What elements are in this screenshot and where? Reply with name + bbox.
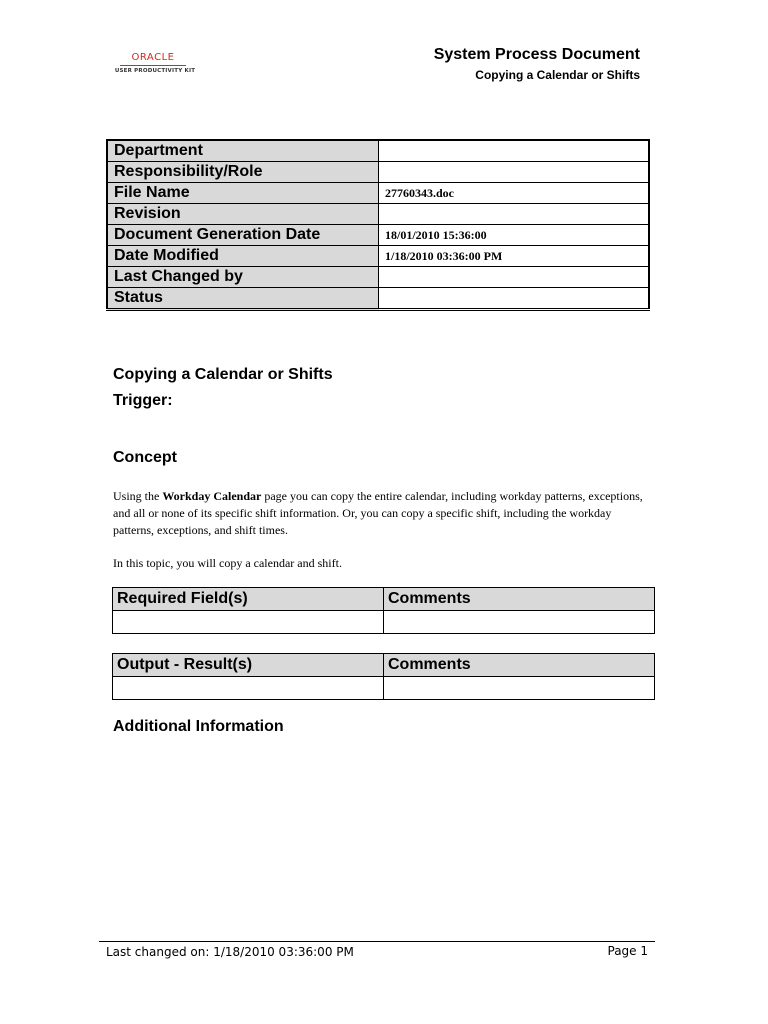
document-subtitle: Copying a Calendar or Shifts [475, 68, 640, 82]
meta-label: Document Generation Date [107, 225, 379, 246]
concept-text-start: Using the [113, 489, 163, 503]
meta-value: 27760343.doc [379, 183, 650, 204]
meta-value [379, 267, 650, 288]
oracle-upk-logo [106, 44, 204, 84]
table-row [113, 677, 655, 700]
concept-text-end: page you can copy the entire calendar, including workday patterns, exceptions, and all or none of its specific shift information. Or, you can copy a specific shift, including the workday patterns, exceptions, and shift times. [113, 489, 643, 537]
concept-paragraph [113, 488, 653, 539]
table-row [107, 183, 649, 204]
logo-brand: ORACLE [131, 52, 175, 63]
logo-rule [120, 65, 186, 66]
section-heading: Copying a Calendar or Shifts [113, 366, 333, 383]
table-row [113, 611, 655, 634]
table-cell [384, 611, 655, 634]
additional-information-heading: Additional Information [113, 718, 284, 735]
document-title: System Process Document [433, 46, 640, 63]
meta-value [379, 162, 650, 183]
topic-paragraph: In this topic, you will copy a calendar and shift. [113, 556, 342, 570]
footer-last-changed: Last changed on: 1/18/2010 03:36:00 PM [106, 945, 354, 959]
required-fields-table [112, 587, 655, 634]
meta-value [379, 140, 650, 162]
table-row [107, 204, 649, 225]
trigger-heading: Trigger: [113, 392, 173, 409]
meta-label: File Name [107, 183, 379, 204]
meta-value [379, 204, 650, 225]
column-header: Comments [384, 654, 655, 677]
table-row [107, 267, 649, 288]
table-header-row [113, 588, 655, 611]
meta-value [379, 288, 650, 310]
table-row [107, 288, 649, 310]
footer-page-number: Page 1 [607, 944, 648, 958]
meta-label: Status [107, 288, 379, 310]
table-header-row [113, 654, 655, 677]
meta-label: Responsibility/Role [107, 162, 379, 183]
meta-value: 18/01/2010 15:36:00 [379, 225, 650, 246]
logo-product: USER PRODUCTIVITY KIT [114, 68, 196, 74]
table-row [107, 162, 649, 183]
meta-label: Revision [107, 204, 379, 225]
table-cell [384, 677, 655, 700]
table-cell [113, 677, 384, 700]
table-row [107, 140, 649, 162]
document-metadata-table [106, 139, 650, 311]
output-results-table [112, 653, 655, 700]
column-header: Comments [384, 588, 655, 611]
meta-label: Department [107, 140, 379, 162]
concept-heading: Concept [113, 449, 177, 466]
meta-label: Last Changed by [107, 267, 379, 288]
concept-text-bold: Workday Calendar [162, 489, 262, 503]
table-cell [113, 611, 384, 634]
meta-label: Date Modified [107, 246, 379, 267]
table-row [107, 225, 649, 246]
meta-value: 1/18/2010 03:36:00 PM [379, 246, 650, 267]
column-header: Output - Result(s) [113, 654, 384, 677]
column-header: Required Field(s) [113, 588, 384, 611]
footer-rule [99, 941, 655, 942]
table-row [107, 246, 649, 267]
